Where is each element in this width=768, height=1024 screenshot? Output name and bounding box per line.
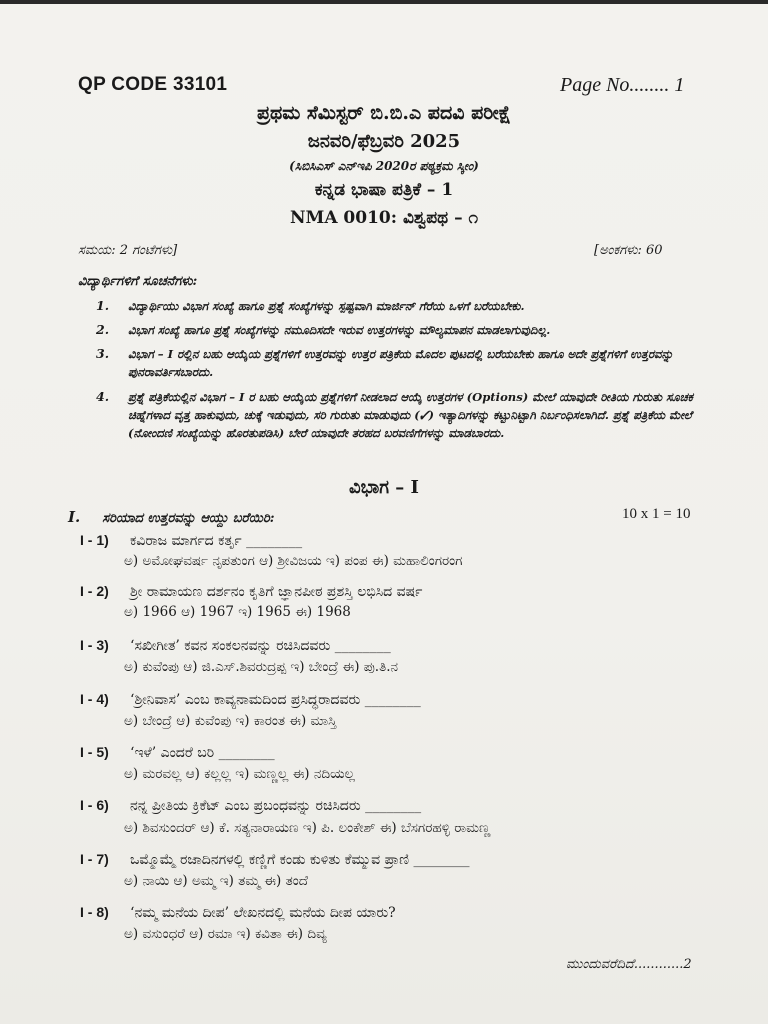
section-heading: ವಿಭಾಗ – I: [349, 477, 419, 498]
continued-note: ಮುಂದುವರೆದಿದೆ............2: [566, 957, 692, 972]
question-number: I - 1): [80, 532, 109, 548]
question-number: I - 5): [80, 744, 109, 760]
question-number: I - 8): [80, 904, 109, 920]
instruction-text: ವಿಭಾಗ – I ರಲ್ಲಿನ ಬಹು ಆಯ್ಕೆಯ ಪ್ರಶ್ನೆಗಳಿಗೆ ಉತ್ತರವನ್ನು ಉತ್ತರ ಪತ್ರಿಕೆಯ ಮೊದಲ ಪುಟದಲ್ಲಿ ಬರೆಯಬೇಕು ಹಾಗೂ ಅದೇ ಪ್ರಶ್ನೆಗಳಿಗೆ ಉತ್ತರವನ್ನು ಪುನರಾವರ್ತಿಸಬಾರದು.: [128, 347, 674, 379]
question-text: ‘ಶ್ರೀನಿವಾಸ’ ಎಂಬ ಕಾವ್ಯನಾಮದಿಂದ ಪ್ರಸಿದ್ಧರಾದವರು ________: [130, 692, 421, 708]
question-number: I - 6): [80, 797, 109, 813]
instruction-text: ವಿದ್ಯಾರ್ಥಿಯು ವಿಭಾಗ ಸಂಖ್ಯೆ ಹಾಗೂ ಪ್ರಶ್ನೆ ಸಂಖ್ಯೆಗಳನ್ನು ಸ್ಪಷ್ಟವಾಗಿ ಮಾರ್ಜಿನ್ ಗೆರೆಯ ಒಳಗೆ ಬರೆಯಬೇಕು.: [128, 299, 525, 313]
section-instruction: [68, 508, 275, 526]
top-edge-line: [0, 0, 768, 4]
instruction-number: 3.: [96, 346, 110, 361]
question-text: ಶ್ರೀ ರಾಮಾಯಣ ದರ್ಶನಂ ಕೃತಿಗೆ ಜ್ಞಾನಪೀಠ ಪ್ರಶಸ್ತಿ ಲಭಿಸಿದ ವರ್ಷ: [130, 584, 423, 600]
exam-max-marks: [ಅಂಕಗಳು: 60: [594, 243, 663, 258]
instruction-number: 2.: [96, 322, 110, 337]
question-options: ಅ) ಬೇಂದ್ರೆ ಆ) ಕುವೆಂಪು ಇ) ಕಾರಂತ ಈ) ಮಾಸ್ತಿ: [124, 713, 337, 729]
question-item: [80, 797, 421, 814]
question-text: ನನ್ನ ಪ್ರೀತಿಯ ಕ್ರಿಕೆಟ್ ಎಂಬ ಪ್ರಬಂಧವನ್ನು ರಚಿಸಿದರು ________: [130, 798, 422, 814]
question-number: I - 4): [80, 691, 109, 707]
instructions-title: ವಿದ್ಯಾರ್ಥಿಗಳಿಗೆ ಸೂಚನೆಗಳು:: [78, 274, 198, 289]
question-item: [80, 637, 391, 654]
section-instruction-text: ಸರಿಯಾದ ಉತ್ತರವನ್ನು ಆಯ್ದು ಬರೆಯಿರಿ:: [102, 511, 275, 526]
question-options: ಅ) ನಾಯಿ ಆ) ಅಮ್ಮ ಇ) ತಮ್ಮ ಈ) ತಂದೆ: [124, 873, 308, 889]
question-text: ‘ಸಖೀಗೀತ’ ಕವನ ಸಂಕಲನವನ್ನು ರಚಿಸಿದವರು ________: [130, 638, 391, 654]
instruction-number: 1.: [96, 298, 110, 313]
question-options: ಅ) ಕುವೆಂಪು ಆ) ಜಿ.ಎಸ್.ಶಿವರುದ್ರಪ್ಪ ಇ) ಬೇಂದ್ರೆ ಈ) ಪು.ತಿ.ನ: [124, 659, 399, 675]
question-item: [80, 904, 396, 921]
question-options: ಅ) ಅಮೋಘವರ್ಷ ನೃಪತುಂಗ ಆ) ಶ್ರೀವಿಜಯ ಇ) ಪಂಪ ಈ) ಮಹಾಲಿಂಗರಂಗ: [124, 553, 463, 569]
question-options: ಅ) ಶಿವಸುಂದರ್ ಆ) ಕೆ. ಸತ್ಯನಾರಾಯಣ ಇ) ಪಿ. ಲಂಕೇಶ್ ಈ) ಬೆಸಗರಹಳ್ಳಿ ರಾಮಣ್ಣ: [124, 820, 491, 836]
page-number: Page No........ 1: [560, 74, 685, 96]
question-item: [80, 532, 302, 549]
exam-title: ಪ್ರಥಮ ಸೆಮಿಸ್ಟರ್ ಬಿ.ಬಿ.ಎ ಪದವಿ ಪರೀಕ್ಷೆ: [256, 102, 512, 124]
paper-name: ಕನ್ನಡ ಭಾಷಾ ಪತ್ರಿಕೆ – 1: [314, 180, 454, 200]
question-number: I - 7): [80, 851, 109, 867]
question-options: ಅ) ವಸುಂಧರೆ ಆ) ರಮಾ ಇ) ಕವಿತಾ ಈ) ದಿವ್ಯ: [124, 926, 327, 942]
question-item: [80, 691, 421, 708]
question-options: ಅ) 1966 ಆ) 1967 ಇ) 1965 ಈ) 1968: [124, 604, 351, 620]
question-text: ಕವಿರಾಜ ಮಾರ್ಗದ ಕರ್ತೃ ________: [130, 533, 303, 549]
question-item: [80, 744, 275, 761]
question-text: ಒಮ್ಮೊಮ್ಮೆ ರಜಾದಿನಗಳಲ್ಲಿ ಕಣ್ಣಿಗೆ ಕಂಡು ಕುಳಿತು ಕೆಮ್ಮುವ ಪ್ರಾಣಿ ________: [130, 852, 470, 868]
instruction-text: ವಿಭಾಗ ಸಂಖ್ಯೆ ಹಾಗೂ ಪ್ರಶ್ನೆ ಸಂಖ್ಯೆಗಳನ್ನು ನಮೂದಿಸದೇ ಇರುವ ಉತ್ತರಗಳನ್ನು ಮೌಲ್ಯಮಾಪನ ಮಾಡಲಾಗುವುದಿಲ್ಲ.: [128, 323, 551, 337]
instruction-number: 4.: [96, 389, 110, 404]
paper-code: NMA 0010: ವಿಶ್ವಪಥ – ೧: [289, 208, 479, 228]
qp-code: QP CODE 33101: [78, 74, 228, 95]
question-number: I - 3): [80, 637, 109, 653]
section-roman-number: I.: [68, 508, 81, 526]
exam-session: ಜನವರಿ/ಫೆಬ್ರವರಿ 2025: [307, 131, 461, 152]
question-number: I - 2): [80, 583, 109, 599]
instruction-text: ಪ್ರಶ್ನೆ ಪತ್ರಿಕೆಯಲ್ಲಿನ ವಿಭಾಗ – I ರ ಬಹು ಆಯ್ಕೆಯ ಪ್ರಶ್ನೆಗಳಿಗೆ ನೀಡಲಾದ ಆಯ್ಕೆ ಉತ್ತರಗಳ (Options) ಮೇಲೆ ಯಾವುದೇ ರೀತಿಯ ಗುರುತು ಸೂಚಕ ಚಿಹ್ನೆಗಳಾದ ವೃತ್ತ ಹಾಕುವುದು, ಚುಕ್ಕೆ ಇಡುವುದು, ಸರಿ ಗುರುತು ಮಾಡುವುದು (✓) ಇತ್ಯಾದಿಗಳನ್ನು ಕಟ್ಟುನಿಟ್ಟಾಗಿ ನಿರ್ಬಂಧಿಸಲಾಗಿದೆ. ಪ್ರಶ್ನೆ ಪತ್ರಿಕೆಯ ಮೇಲೆ (ನೋಂದಣಿ ಸಂಖ್ಯೆಯನ್ನು ಹೊರತುಪಡಿಸಿ) ಬೇರೆ ಯಾವುದೇ ತರಹದ ಬರವಣಿಗೆಗಳನ್ನು ಮಾಡಬಾರದು.: [128, 390, 693, 440]
question-text: ‘ನಮ್ಮ ಮನೆಯ ದೀಪ’ ಲೇಖನದಲ್ಲಿ ಮನೆಯ ದೀಪ ಯಾರು?: [130, 905, 396, 921]
exam-scheme: (ಸಿಬಿಸಿಎಸ್ ಎನ್‌ಇಪಿ 2020ರ ಪಠ್ಯಕ್ರಮ ಸ್ಕೀಂ): [289, 159, 479, 173]
question-item: [80, 851, 469, 868]
question-item: [80, 583, 422, 600]
exam-duration: ಸಮಯ: 2 ಗಂಟೆಗಳು]: [78, 243, 178, 258]
question-options: ಅ) ಮರವಲ್ಲ ಆ) ಕಲ್ಲಲ್ಲ ಇ) ಮಣ್ಣಲ್ಲ ಈ) ನದಿಯಲ್ಲ: [124, 766, 355, 782]
section-marks: 10 x 1 = 10: [622, 506, 691, 522]
question-text: ‘ಇಳೆ’ ಎಂದರೆ ಬರಿ ________: [130, 745, 275, 761]
